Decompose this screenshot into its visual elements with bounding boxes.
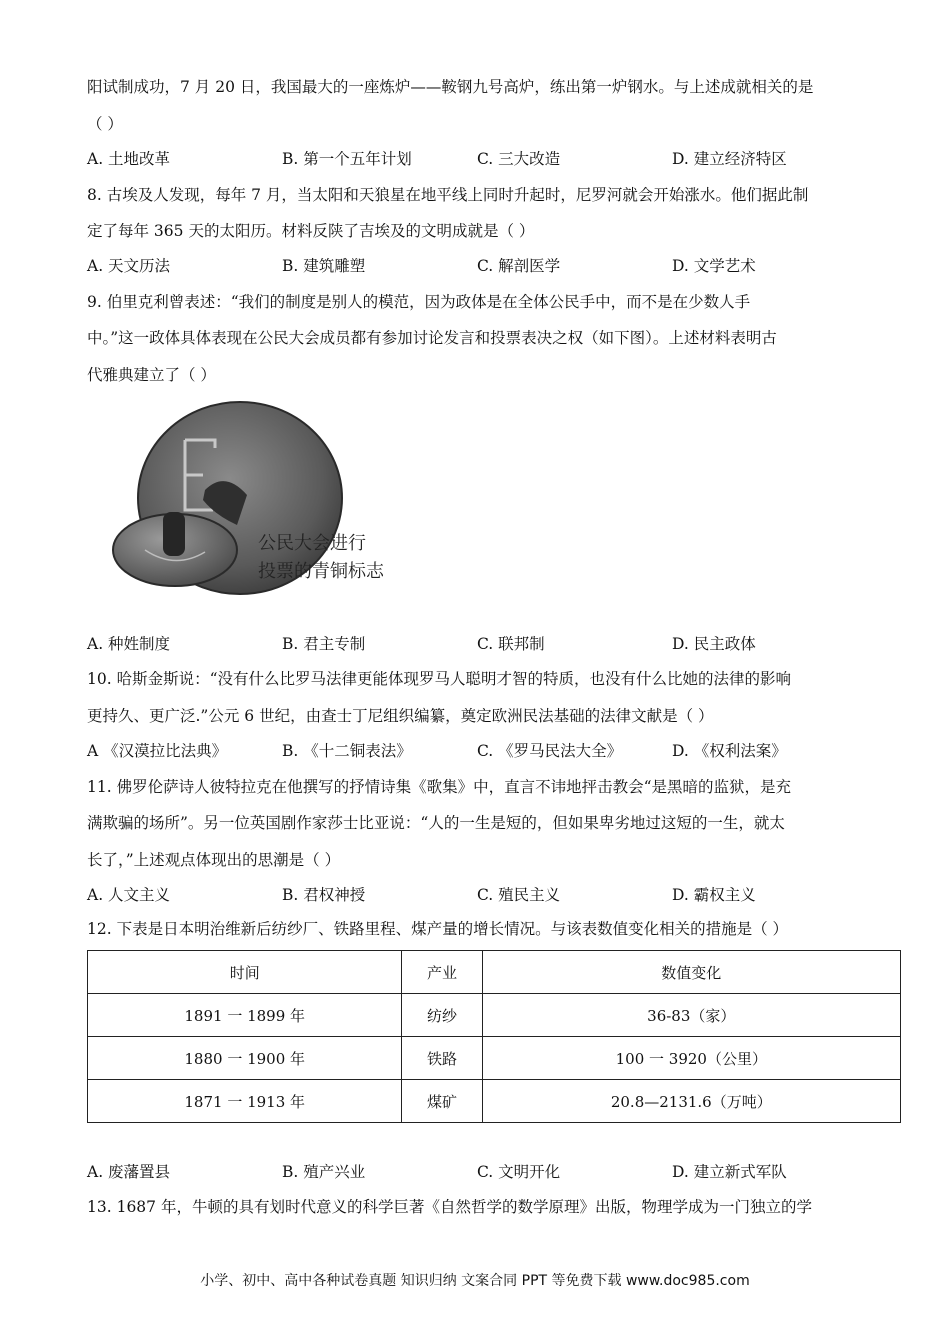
q10-option-d: D. 《权利法案》 bbox=[672, 742, 787, 760]
table-cell: 1880 一 1900 年 bbox=[88, 1037, 402, 1080]
q11-option-c: C. 殖民主义 bbox=[477, 886, 561, 904]
q11-line3: 长了，”上述观点体现出的思潮是（ ） bbox=[87, 851, 341, 869]
q9-option-c: C. 联邦制 bbox=[477, 635, 545, 653]
image-caption-line2: 投票的青铜标志 bbox=[258, 561, 384, 582]
image-caption bbox=[258, 530, 384, 586]
q11-option-d: D. 霸权主义 bbox=[672, 886, 756, 904]
table-header-cell: 数值变化 bbox=[482, 951, 900, 994]
q12-option-b: B. 殖产兴业 bbox=[282, 1163, 366, 1181]
image-caption-line1: 公民大会进行 bbox=[258, 533, 366, 554]
q12-option-c: C. 文明开化 bbox=[477, 1163, 561, 1181]
table-cell: 36-83（家） bbox=[482, 994, 900, 1037]
table-header-cell: 产业 bbox=[402, 951, 482, 994]
q11-option-b: B. 君权神授 bbox=[282, 886, 366, 904]
q12-options bbox=[87, 1161, 887, 1183]
q12-table bbox=[87, 950, 901, 1123]
q11-option-a: A. 人文主义 bbox=[87, 886, 171, 904]
q12-option-a: A. 废藩置县 bbox=[87, 1163, 171, 1181]
q8-option-d: D. 文学艺术 bbox=[672, 257, 756, 275]
table-cell: 煤矿 bbox=[402, 1080, 482, 1123]
q9-option-d: D. 民主政体 bbox=[672, 635, 756, 653]
table-row bbox=[88, 1037, 901, 1080]
table-cell: 纺纱 bbox=[402, 994, 482, 1037]
q12-line1: 12. 下表是日本明治维新后纺纱厂、铁路里程、煤产量的增长情况。与该表数值变化相关的措施是（ ） bbox=[87, 920, 789, 938]
q11-options bbox=[87, 884, 887, 906]
table-cell: 20.8—2131.6（万吨） bbox=[482, 1080, 900, 1123]
q13-line1: 13. 1687 年，牛顿的具有划时代意义的科学巨著《自然哲学的数学原理》出版，物理学成为一门独立的学 bbox=[87, 1198, 812, 1216]
q10-option-b: B. 《十二铜表法》 bbox=[282, 742, 412, 760]
q10-line1: 10. 哈斯金斯说：“没有什么比罗马法律更能体现罗马人聪明才智的特质，也没有什么比她的法律的影响 bbox=[87, 670, 792, 688]
q12-option-d: D. 建立新式军队 bbox=[672, 1163, 787, 1181]
table-row bbox=[88, 1080, 901, 1123]
q7-line1: 阳试制成功，7 月 20 日，我国最大的一座炼炉——鞍钢九号高炉，练出第一炉钢水。与上述成就相关的是 bbox=[87, 78, 814, 96]
q7-option-b: B. 第一个五年计划 bbox=[282, 150, 412, 168]
q7-option-a: A. 土地改革 bbox=[87, 150, 171, 168]
q8-option-b: B. 建筑雕塑 bbox=[282, 257, 366, 275]
q8-line1: 8. 古埃及人发现，每年 7 月，当太阳和天狼星在地平线上同时升起时，尼罗河就会开始涨水。他们据此制 bbox=[87, 186, 809, 204]
q11-line2: 满欺骗的场所”。另一位英国剧作家莎士比亚说：“人的一生是短的，但如果卑劣地过这短的一生，就太 bbox=[87, 814, 785, 832]
q9-option-a: A. 种姓制度 bbox=[87, 635, 171, 653]
q10-options bbox=[87, 740, 887, 762]
table-cell: 1871 一 1913 年 bbox=[88, 1080, 402, 1123]
q7-option-d: D. 建立经济特区 bbox=[672, 150, 787, 168]
q8-option-c: C. 解剖医学 bbox=[477, 257, 561, 275]
q7-option-c: C. 三大改造 bbox=[477, 150, 561, 168]
q9-line3: 代雅典建立了（ ） bbox=[87, 366, 216, 384]
table-cell: 1891 一 1899 年 bbox=[88, 994, 402, 1037]
q10-line2: 更持久、更广泛.”公元 6 世纪，由查士丁尼组织编纂，奠定欧洲民法基础的法律文献是（ ） bbox=[87, 707, 714, 725]
q8-line2: 定了每年 365 天的太阳历。材料反陕了吉埃及的文明成就是（ ） bbox=[87, 222, 535, 240]
q9-line2: 中。”这一政体具体表现在公民大会成员都有参加讨论发言和投票表决之权（如下图）。上述材料表明古 bbox=[87, 329, 777, 347]
q7-line2: （ ） bbox=[87, 115, 123, 133]
q9-options bbox=[87, 633, 887, 655]
table-cell: 铁路 bbox=[402, 1037, 482, 1080]
q7-options bbox=[87, 148, 887, 170]
q8-options bbox=[87, 255, 887, 277]
q10-option-c: C. 《罗马民法大全》 bbox=[477, 742, 623, 760]
q10-option-a: A 《汉漠拉比法典》 bbox=[87, 742, 228, 760]
table-header-row bbox=[88, 951, 901, 994]
q9-line1: 9. 伯里克利曾表述：“我们的制度是别人的模范，因为政体是在全体公民手中，而不是在少数人手 bbox=[87, 293, 751, 311]
table-header-cell: 时间 bbox=[88, 951, 402, 994]
table-cell: 100 一 3920（公里） bbox=[482, 1037, 900, 1080]
q9-option-b: B. 君主专制 bbox=[282, 635, 366, 653]
table-row bbox=[88, 994, 901, 1037]
q11-line1: 11. 佛罗伦萨诗人彼特拉克在他撰写的抒情诗集《歌集》中，直言不讳地抨击教会“是黑暗的监狱，是充 bbox=[87, 778, 792, 796]
page-footer: 小学、初中、高中各种试卷真题 知识归纳 文案合同 PPT 等免费下载 www.doc985.com bbox=[200, 1273, 750, 1289]
q8-option-a: A. 天文历法 bbox=[87, 257, 171, 275]
